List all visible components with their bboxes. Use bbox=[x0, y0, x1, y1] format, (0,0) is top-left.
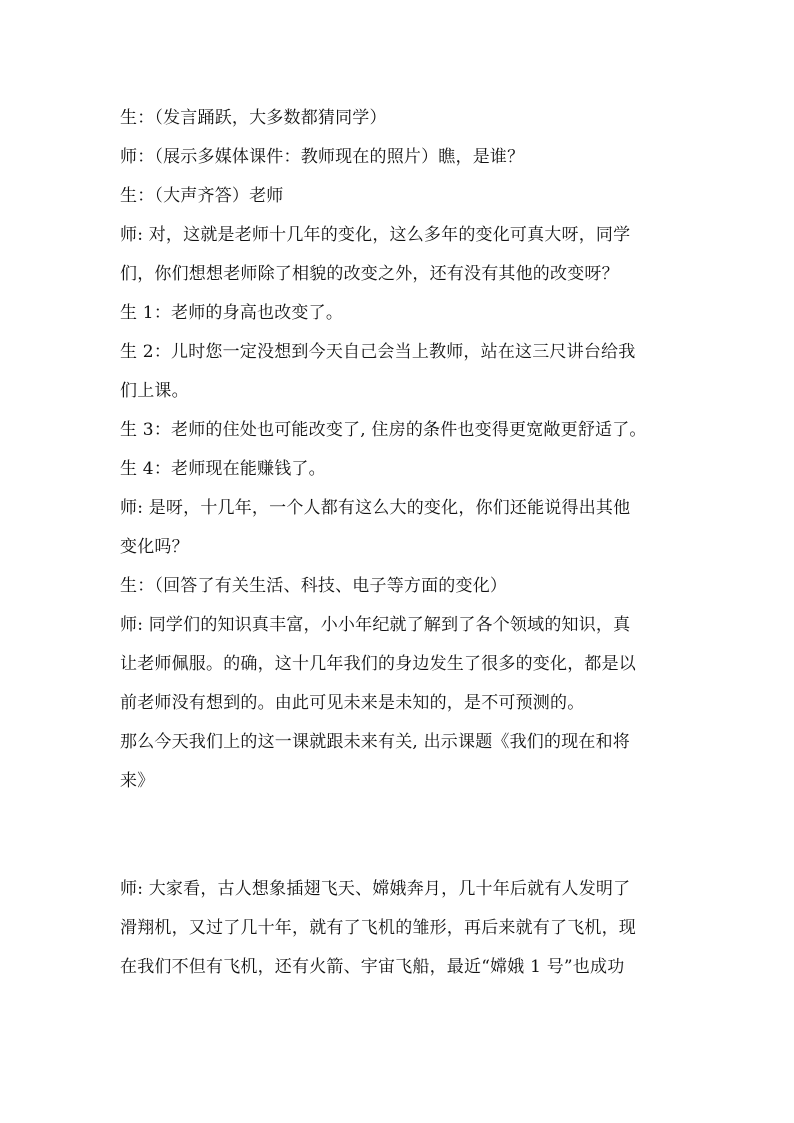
text-line: 生 2：儿时您一定没想到今天自己会当上教师，站在这三尺讲台给我 bbox=[120, 342, 636, 362]
text-line: 让老师佩服。的确，这十几年我们的身边发生了很多的变化，都是以 bbox=[120, 654, 636, 674]
text-line: 师: 同学们的知识真丰富，小小年纪就了解到了各个领域的知识，真 bbox=[120, 615, 631, 635]
text-line: 变化吗？ bbox=[120, 537, 189, 557]
text-line: 生：（发言踊跃，大多数都猜同学） bbox=[120, 108, 387, 128]
text-line: 前老师没有想到的。由此可见未来是未知的，是不可预测的。 bbox=[120, 693, 585, 713]
document-body bbox=[120, 103, 680, 982]
text-line: 们上课。 bbox=[120, 381, 189, 401]
text-line: 生 4：老师现在能赚钱了。 bbox=[120, 459, 326, 479]
text-line: 生：（回答了有关生活、科技、电子等方面的变化） bbox=[120, 576, 508, 596]
text-line: 师: 对，这就是老师十几年的变化，这么多年的变化可真大呀，同学 bbox=[120, 225, 631, 245]
text-line: 们，你们想想老师除了相貌的改变之外，还有没有其他的改变呀？ bbox=[120, 264, 619, 284]
text-line: 生：（大声齐答）老师 bbox=[120, 186, 284, 206]
text-line: 师: 是呀，十几年，一个人都有这么大的变化，你们还能说得出其他 bbox=[120, 498, 631, 518]
text-line: 那么今天我们上的这一课就跟未来有关, 出示课题《我们的现在和将 bbox=[120, 732, 631, 752]
text-line: 师：（展示多媒体课件：教师现在的照片）瞧，是谁？ bbox=[120, 147, 525, 167]
text-line: 师: 大家看，古人想象插翅飞天、嫦娥奔月，几十年后就有人发明了 bbox=[120, 879, 631, 899]
text-line: 生 3：老师的住处也可能改变了, 住房的条件也变得更宽敞更舒适了。 bbox=[120, 420, 647, 440]
text-line: 滑翔机，又过了几十年，就有了飞机的雏形，再后来就有了飞机，现 bbox=[120, 918, 636, 938]
text-line: 生 1：老师的身高也改变了。 bbox=[120, 303, 344, 323]
text-line: 来》 bbox=[120, 771, 155, 791]
text-line: 在我们不但有飞机，还有火箭、宇宙飞船，最近“嫦娥 1 号”也成功 bbox=[120, 957, 625, 977]
